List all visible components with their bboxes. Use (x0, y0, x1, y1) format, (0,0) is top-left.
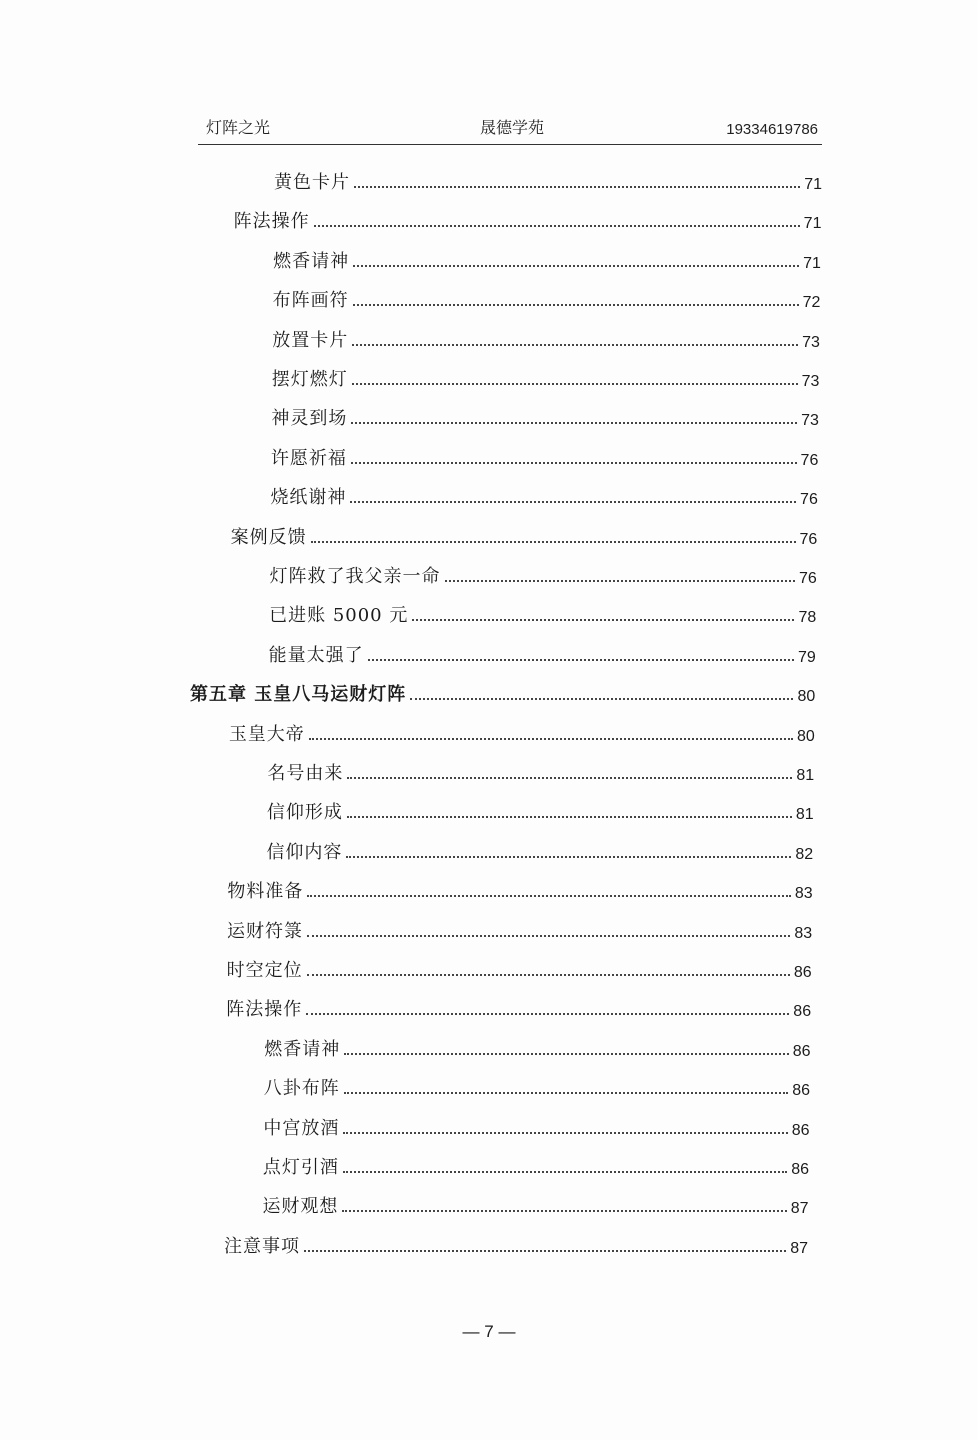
toc-leader-dots (307, 935, 790, 937)
toc-entry-page: 83 (794, 924, 813, 942)
toc-leader-dots (344, 1053, 789, 1055)
toc-entry (227, 877, 812, 903)
toc-entry (272, 365, 820, 391)
toc-entry-page: 86 (793, 1003, 812, 1021)
toc-entry-title: 燃香请神 (273, 250, 350, 272)
toc-entry-title: 名号由来 (267, 763, 344, 784)
toc-entry-title: 烧纸谢神 (270, 487, 347, 509)
toc-entry (227, 917, 812, 943)
toc-entry (263, 1114, 809, 1140)
toc-entry (267, 798, 814, 824)
header-book-title: 灯阵之光 (206, 118, 271, 137)
toc-leader-dots (311, 541, 796, 543)
toc-entry-title: 八卦布阵 (263, 1078, 340, 1100)
toc-entry-title: 黄色卡片 (274, 172, 350, 193)
toc-leader-dots (343, 1171, 787, 1173)
toc-leader-dots (351, 422, 797, 424)
toc-leader-dots (347, 777, 792, 779)
toc-entry-title: 已进账 5000 元 (269, 605, 409, 627)
toc-leader-dots (352, 344, 798, 346)
toc-leader-dots (352, 383, 798, 385)
toc-entry-page: 76 (799, 530, 818, 548)
toc-entry-title: 第五章 玉皇八马运财灯阵 (190, 684, 407, 706)
toc-entry-page: 86 (792, 1082, 811, 1100)
toc-entry-page: 79 (797, 648, 816, 666)
toc-chapter-entry (190, 680, 815, 706)
toc-entry-page: 86 (791, 1121, 810, 1139)
toc-entry-title: 神灵到场 (271, 408, 348, 430)
toc-entry-page: 86 (792, 1042, 811, 1060)
toc-entry-title: 布阵画符 (272, 290, 349, 312)
toc-entry-page: 72 (802, 294, 821, 312)
toc-entry-page: 71 (803, 254, 821, 272)
toc-leader-dots (353, 304, 799, 306)
toc-leader-dots (351, 462, 797, 464)
toc-entry (227, 956, 812, 982)
header-phone: 19334619786 (726, 121, 818, 138)
toc-leader-dots (410, 698, 793, 700)
page-number: — 7 — (462, 1322, 516, 1341)
toc-entry-page: 83 (794, 885, 813, 903)
toc-leader-dots (347, 816, 792, 818)
toc-entry (272, 326, 820, 352)
toc-entry-page: 86 (793, 964, 812, 981)
header-publisher: 晟德学苑 (480, 118, 545, 137)
toc-leader-dots (412, 619, 794, 621)
toc-entry-title: 燃香请神 (264, 1038, 341, 1060)
toc-entry (269, 641, 816, 667)
toc-entry-page: 81 (795, 806, 814, 824)
toc-entry (264, 1074, 810, 1100)
toc-entry-title: 能量太强了 (268, 644, 364, 666)
toc-entry (263, 1153, 809, 1179)
toc-entry (273, 247, 821, 273)
toc-leader-dots (309, 738, 793, 740)
toc-entry-title: 运财符箓 (226, 920, 303, 942)
toc-entry-title: 阵法操作 (226, 999, 303, 1021)
toc-leader-dots (346, 856, 791, 858)
toc-entry (226, 995, 811, 1021)
toc-leader-dots (368, 659, 794, 661)
toc-leader-dots (344, 1092, 788, 1094)
toc-entry (229, 720, 815, 746)
toc-entry-page: 76 (799, 570, 817, 587)
toc-entry-page: 71 (804, 176, 822, 193)
toc-leader-dots (353, 265, 799, 267)
toc-entry-title: 信仰形成 (266, 802, 343, 824)
toc-entry (270, 483, 817, 509)
toc-entry-page: 76 (800, 451, 819, 469)
toc-entry (266, 838, 813, 864)
toc-entry-page: 73 (801, 412, 819, 430)
toc-entry (262, 1192, 808, 1218)
toc-entry (271, 444, 818, 470)
toc-entry-title: 玉皇大帝 (228, 723, 305, 745)
toc-entry (264, 1035, 810, 1061)
toc-leader-dots (445, 580, 795, 582)
toc-leader-dots (314, 225, 800, 227)
toc-entry-page: 82 (795, 845, 814, 863)
toc-entry-page: 87 (790, 1200, 809, 1218)
toc-entry-page: 86 (791, 1161, 810, 1178)
toc-leader-dots (307, 974, 790, 976)
toc-entry (231, 523, 818, 549)
toc-entry-page: 73 (801, 373, 820, 390)
toc-entry-page: 87 (790, 1239, 808, 1257)
toc-entry-title: 摆灯燃灯 (271, 369, 348, 390)
toc-entry-page: 78 (798, 609, 817, 627)
toc-entry (273, 286, 821, 312)
toc-leader-dots (304, 1250, 786, 1252)
toc-entry-title: 中宫放酒 (263, 1117, 340, 1139)
toc-entry-title: 灯阵救了我父亲一命 (269, 566, 441, 587)
toc-leader-dots (306, 1013, 789, 1015)
toc-entry-title: 点灯引酒 (262, 1157, 339, 1178)
toc-entry (271, 404, 819, 430)
toc-entry-page: 73 (802, 333, 820, 351)
toc-entry (269, 601, 816, 627)
toc-entry-title: 许愿祈福 (270, 447, 347, 469)
toc-entry-page: 81 (796, 767, 815, 784)
toc-entry-title: 阵法操作 (233, 211, 310, 233)
toc-entry (234, 207, 822, 233)
toc-entry-title: 案例反馈 (230, 526, 307, 548)
toc-leader-dots (350, 501, 796, 503)
toc-entry (224, 1232, 808, 1258)
toc-entry-page: 76 (800, 491, 818, 509)
toc-entry-title: 物料准备 (227, 881, 304, 903)
toc-leader-dots (343, 1132, 787, 1134)
toc-entry-title: 注意事项 (224, 1235, 300, 1257)
toc-entry (274, 168, 822, 194)
toc-leader-dots (307, 895, 791, 897)
toc-entry (270, 562, 817, 588)
toc-entry-title: 信仰内容 (266, 841, 343, 863)
toc-entry (267, 759, 814, 785)
toc-entry-title: 放置卡片 (272, 329, 349, 351)
toc-leader-dots (342, 1210, 786, 1212)
toc-entry-title: 运财观想 (262, 1196, 339, 1218)
toc-entry-page: 80 (796, 727, 815, 745)
toc-entry-title: 时空定位 (226, 960, 303, 981)
toc-leader-dots (354, 186, 800, 188)
toc-entry-page: 71 (803, 215, 822, 233)
toc-entry-page: 80 (797, 688, 816, 706)
